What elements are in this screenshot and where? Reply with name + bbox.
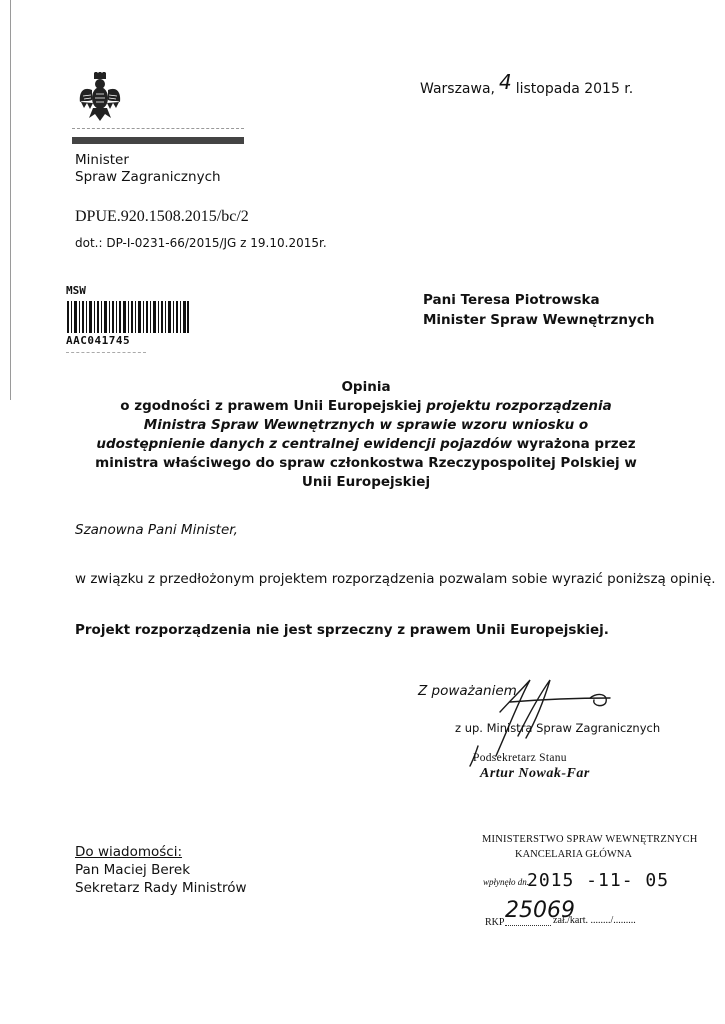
signer-role: Podsekretarz Stanu xyxy=(473,752,567,764)
opinion-heading xyxy=(88,378,644,492)
date-month-year: listopada 2015 r. xyxy=(515,81,634,97)
date-day: 4 xyxy=(498,70,512,94)
letter-body: w związku z przedłożonym projektem rozporządzenia pozwalam sobie wyrazić poniższą opinię. xyxy=(75,571,716,587)
stamp-attachments: zał./kart. ......../......... xyxy=(553,915,636,926)
header-dotted-line xyxy=(72,128,244,131)
opinion-subject xyxy=(88,397,644,492)
header-bar xyxy=(72,137,244,144)
barcode-label: MSW xyxy=(66,284,86,297)
sender-line-2: Spraw Zagranicznych xyxy=(75,169,221,185)
polish-eagle-emblem xyxy=(78,72,122,122)
opinion-part-1: o zgodności z prawem Unii Europejskiej xyxy=(120,398,427,414)
stamp-rkp-number: 25069 xyxy=(505,898,575,923)
closing-regards: Z poważaniem xyxy=(418,683,517,699)
addressee-name: Pani Teresa Piotrowska xyxy=(423,292,600,308)
date-place: Warszawa, xyxy=(420,81,495,97)
signer-name: Artur Nowak-Far xyxy=(480,766,590,781)
addressee-title: Minister Spraw Wewnętrznych xyxy=(423,312,655,328)
cc-heading: Do wiadomości: xyxy=(75,844,183,860)
barcode-code: AAC041745 xyxy=(66,334,131,347)
opinion-title: Opinia xyxy=(341,379,391,395)
stamp-line-2: KANCELARIA GŁÓWNA xyxy=(515,849,632,860)
sender-line-1: Minister xyxy=(75,152,129,168)
stamp-received-date: 2015 -11- 05 xyxy=(527,870,670,891)
letter-date xyxy=(420,70,634,98)
cc-name: Pan Maciej Berek xyxy=(75,862,191,878)
stamp-dotted-line xyxy=(505,925,551,926)
opinion-part-3: wyrażona przez ministra właściwego do spraw członkostwa Rzeczypospolitej Polskiej w Unii Europejskiej xyxy=(95,436,637,490)
cc-title: Sekretarz Rady Ministrów xyxy=(75,880,247,896)
letter-conclusion: Projekt rozporządzenia nie jest sprzeczny z prawem Unii Europejskiej. xyxy=(75,622,609,638)
on-behalf-of: z up. Ministra Spraw Zagranicznych xyxy=(455,721,661,735)
cc-block xyxy=(75,843,247,897)
stamp-rkp-label: RKP xyxy=(485,917,505,928)
sender-block xyxy=(75,152,221,186)
opinion-part-2: projektu rozporządzenia Ministra Spraw Wewnętrznych w sprawie wzoru wniosku o udostępnienie danych z centralnej ewidencji pojazdów xyxy=(96,398,612,452)
reference-number: DPUE.920.1508.2015/bc/2 xyxy=(75,208,249,225)
stamp-line-1: MINISTERSTWO SPRAW WEWNĘTRZNYCH xyxy=(482,834,698,845)
stamp-received-label: wpłynęło dn. xyxy=(483,877,529,887)
salutation: Szanowna Pani Minister, xyxy=(75,522,238,538)
addressee-block xyxy=(423,290,654,330)
margin-line xyxy=(10,0,11,400)
barcode-dotted-line xyxy=(66,352,146,353)
barcode-icon xyxy=(66,300,190,334)
related-reference: dot.: DP-I-0231-66/2015/JG z 19.10.2015r. xyxy=(75,236,327,250)
